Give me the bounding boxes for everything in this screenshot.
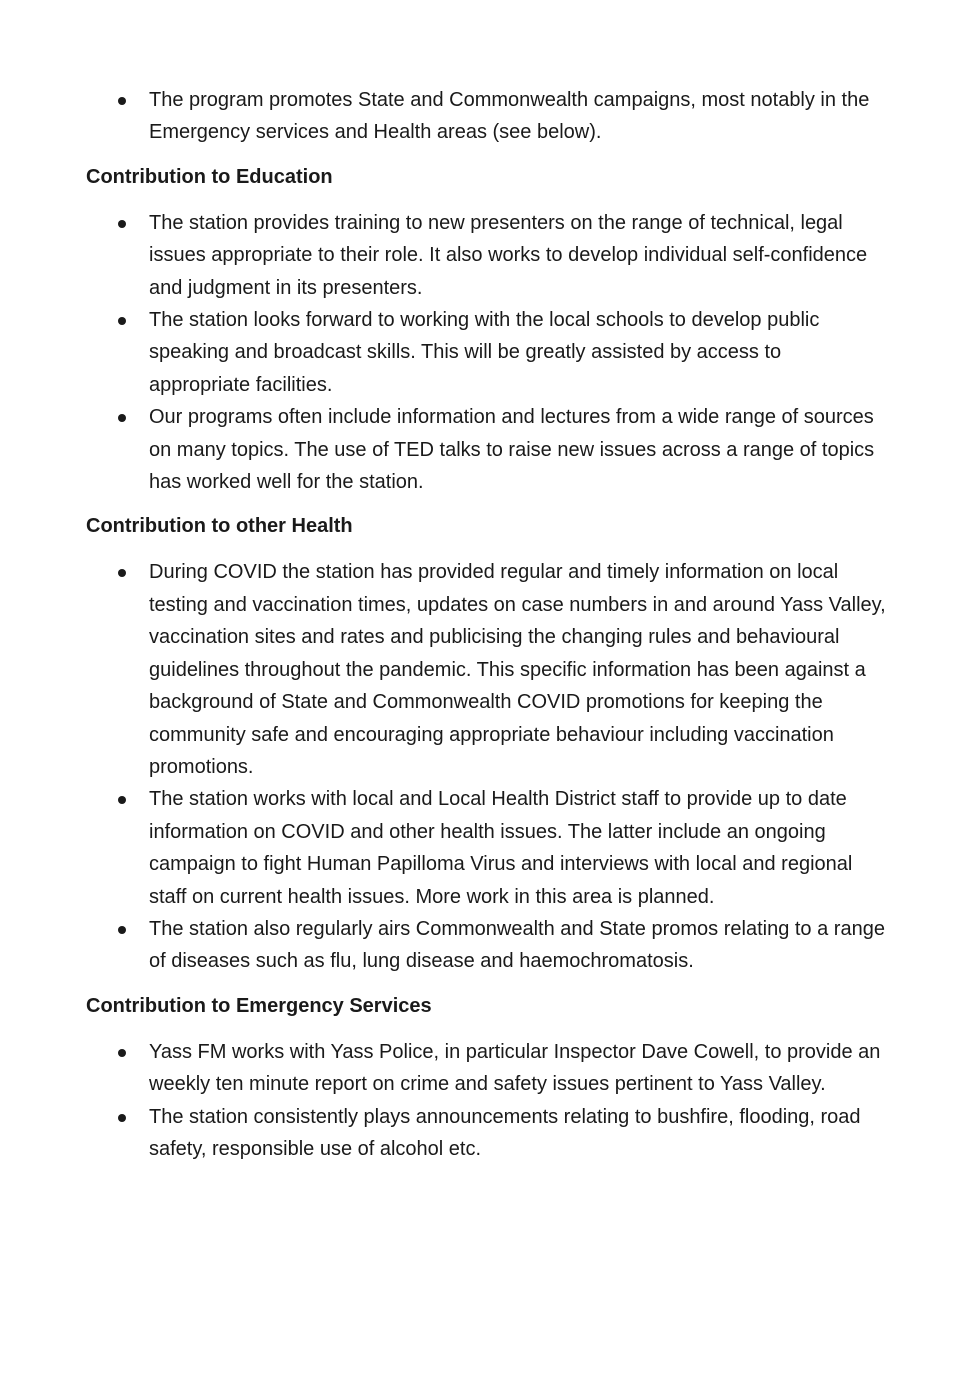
list-item-text: The station also regularly airs Commonwealth and State promos relating to a range of diseases such as flu, lung disease and haemochromatosis. — [149, 917, 885, 973]
intro-list — [86, 84, 886, 149]
list-item — [86, 1036, 886, 1101]
section-heading-health: Contribution to other Health — [86, 515, 353, 538]
document-page — [86, 84, 886, 1165]
bullet-icon — [118, 97, 126, 105]
list-item-text: The station looks forward to working with the local schools to develop public speaking and broadcast skills. This will be greatly assisted by access to appropriate facilities. — [149, 309, 820, 396]
list-item-text: The station works with local and Local Health District staff to provide up to date information on COVID and other health issues. The latter include an ongoing campaign to fight Human Papilloma Virus and interviews with local and regional staff on current health issues. More work in this area is planned. — [149, 788, 853, 908]
bullet-icon — [118, 220, 126, 228]
bullet-icon — [118, 1049, 126, 1057]
list-item — [86, 1101, 886, 1166]
section-heading-education: Contribution to Education — [86, 165, 333, 188]
bullet-icon — [118, 926, 126, 934]
list-item — [86, 84, 886, 149]
list-item — [86, 401, 886, 498]
education-list — [86, 207, 886, 499]
list-item — [86, 913, 886, 978]
bullet-icon — [118, 414, 126, 422]
section-heading-emergency: Contribution to Emergency Services — [86, 994, 432, 1017]
bullet-icon — [118, 317, 126, 325]
list-item-text: During COVID the station has provided regular and timely information on local testing and vaccination times, updates on case numbers in and around Yass Valley, vaccination sites and rates and publicising the changing rules and behavioural guidelines throughout the pandemic. This specific information has been against a background of State and Commonwealth COVID promotions for keeping the community safe and encouraging appropriate behaviour including vaccination promotions. — [149, 561, 886, 778]
bullet-icon — [118, 569, 126, 577]
bullet-icon — [118, 796, 126, 804]
list-item-text: The program promotes State and Commonwealth campaigns, most notably in the Emergency services and Health areas (see below). — [149, 89, 870, 144]
health-list — [86, 556, 886, 977]
list-item-text: The station provides training to new presenters on the range of technical, legal issues appropriate to their role. It also works to develop individual self-confidence and judgment in its presenters. — [149, 211, 868, 299]
list-item-text: Our programs often include information and lectures from a wide range of sources on many topics. The use of TED talks to raise new issues across a range of topics has worked well for the station. — [149, 406, 875, 494]
list-item — [86, 304, 886, 401]
list-item — [86, 556, 886, 783]
list-item-text: The station consistently plays announcements relating to bushfire, flooding, road safety, responsible use of alcohol etc. — [149, 1105, 861, 1160]
emergency-list — [86, 1036, 886, 1166]
list-item-text: Yass FM works with Yass Police, in particular Inspector Dave Cowell, to provide an weekly ten minute report on crime and safety issues pertinent to Yass Valley. — [149, 1040, 881, 1096]
list-item — [86, 207, 886, 304]
bullet-icon — [118, 1114, 126, 1122]
list-item — [86, 783, 886, 913]
